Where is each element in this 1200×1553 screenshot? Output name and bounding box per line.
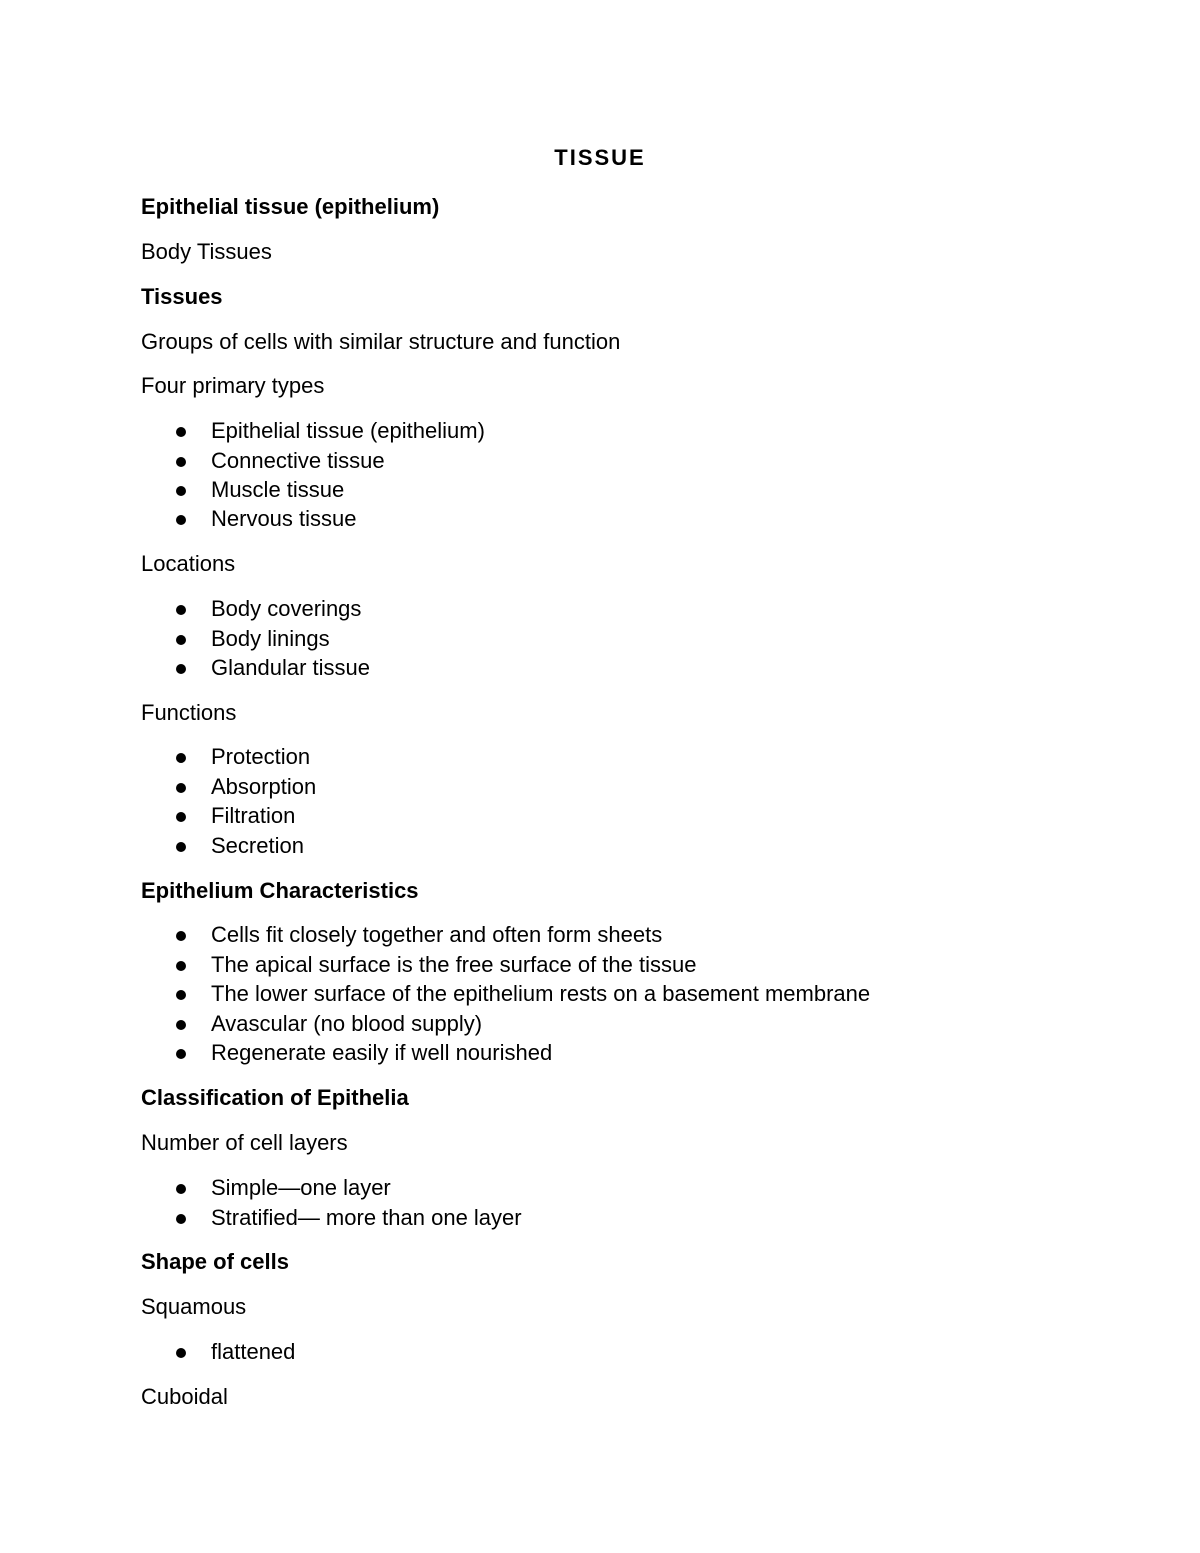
list-item-text: Simple—one layer: [211, 1175, 391, 1200]
list-item-text: Secretion: [211, 833, 304, 858]
list-item-text: Nervous tissue: [211, 506, 357, 531]
text-body-tissues: Body Tissues: [141, 239, 272, 264]
list-item-text: Glandular tissue: [211, 655, 370, 680]
list-item-text: Protection: [211, 744, 311, 769]
text-tissues-definition: Groups of cells with similar structure and function: [141, 329, 621, 354]
bullet-icon: [176, 812, 186, 822]
list-item-text: Regenerate easily if well nourished: [211, 1040, 553, 1065]
bullet-icon: [176, 1184, 186, 1194]
text-cuboidal-label: Cuboidal: [141, 1384, 228, 1409]
heading-epithelial-tissue: Epithelial tissue (epithelium): [141, 194, 440, 219]
bullet-icon: [176, 842, 186, 852]
list-item-text: Epithelial tissue (epithelium): [211, 418, 485, 443]
heading-shape-of-cells: Shape of cells: [141, 1249, 289, 1274]
bullet-icon: [176, 990, 186, 1000]
bullet-icon: [176, 1214, 186, 1224]
bullet-icon: [176, 486, 186, 496]
list-item-text: Body linings: [211, 626, 330, 651]
heading-tissues: Tissues: [141, 284, 223, 309]
bullet-icon: [176, 1049, 186, 1059]
bullet-icon: [176, 664, 186, 674]
text-functions-label: Functions: [141, 700, 237, 725]
text-four-primary-types: Four primary types: [141, 373, 325, 398]
list-item-text: Body coverings: [211, 596, 362, 621]
list-item-text: Muscle tissue: [211, 477, 345, 502]
bullet-icon: [176, 753, 186, 763]
list-item-text: Connective tissue: [211, 448, 385, 473]
list-item-text: Filtration: [211, 803, 296, 828]
heading-epithelium-characteristics: Epithelium Characteristics: [141, 878, 419, 903]
list-item-text: The lower surface of the epithelium rests on a basement membrane: [211, 981, 871, 1006]
list-item-text: flattened: [211, 1339, 296, 1364]
bullet-icon: [176, 1020, 186, 1030]
page-title: TISSUE: [554, 145, 646, 170]
list-item-text: Stratified— more than one layer: [211, 1205, 522, 1230]
list-item-text: Cells fit closely together and often form sheets: [211, 922, 663, 947]
bullet-icon: [176, 457, 186, 467]
text-squamous-label: Squamous: [141, 1294, 247, 1319]
bullet-icon: [176, 515, 186, 525]
bullet-icon: [176, 1348, 186, 1358]
bullet-icon: [176, 931, 186, 941]
bullet-icon: [176, 635, 186, 645]
bullet-icon: [176, 427, 186, 437]
list-item-text: Absorption: [211, 774, 317, 799]
bullet-icon: [176, 783, 186, 793]
text-cell-layers-label: Number of cell layers: [141, 1130, 348, 1155]
list-item-text: The apical surface is the free surface of the tissue: [211, 952, 697, 977]
bullet-icon: [176, 605, 186, 615]
list-item-text: Avascular (no blood supply): [211, 1011, 483, 1036]
heading-classification-of-epithelia: Classification of Epithelia: [141, 1085, 409, 1110]
bullet-icon: [176, 961, 186, 971]
text-locations-label: Locations: [141, 551, 236, 576]
